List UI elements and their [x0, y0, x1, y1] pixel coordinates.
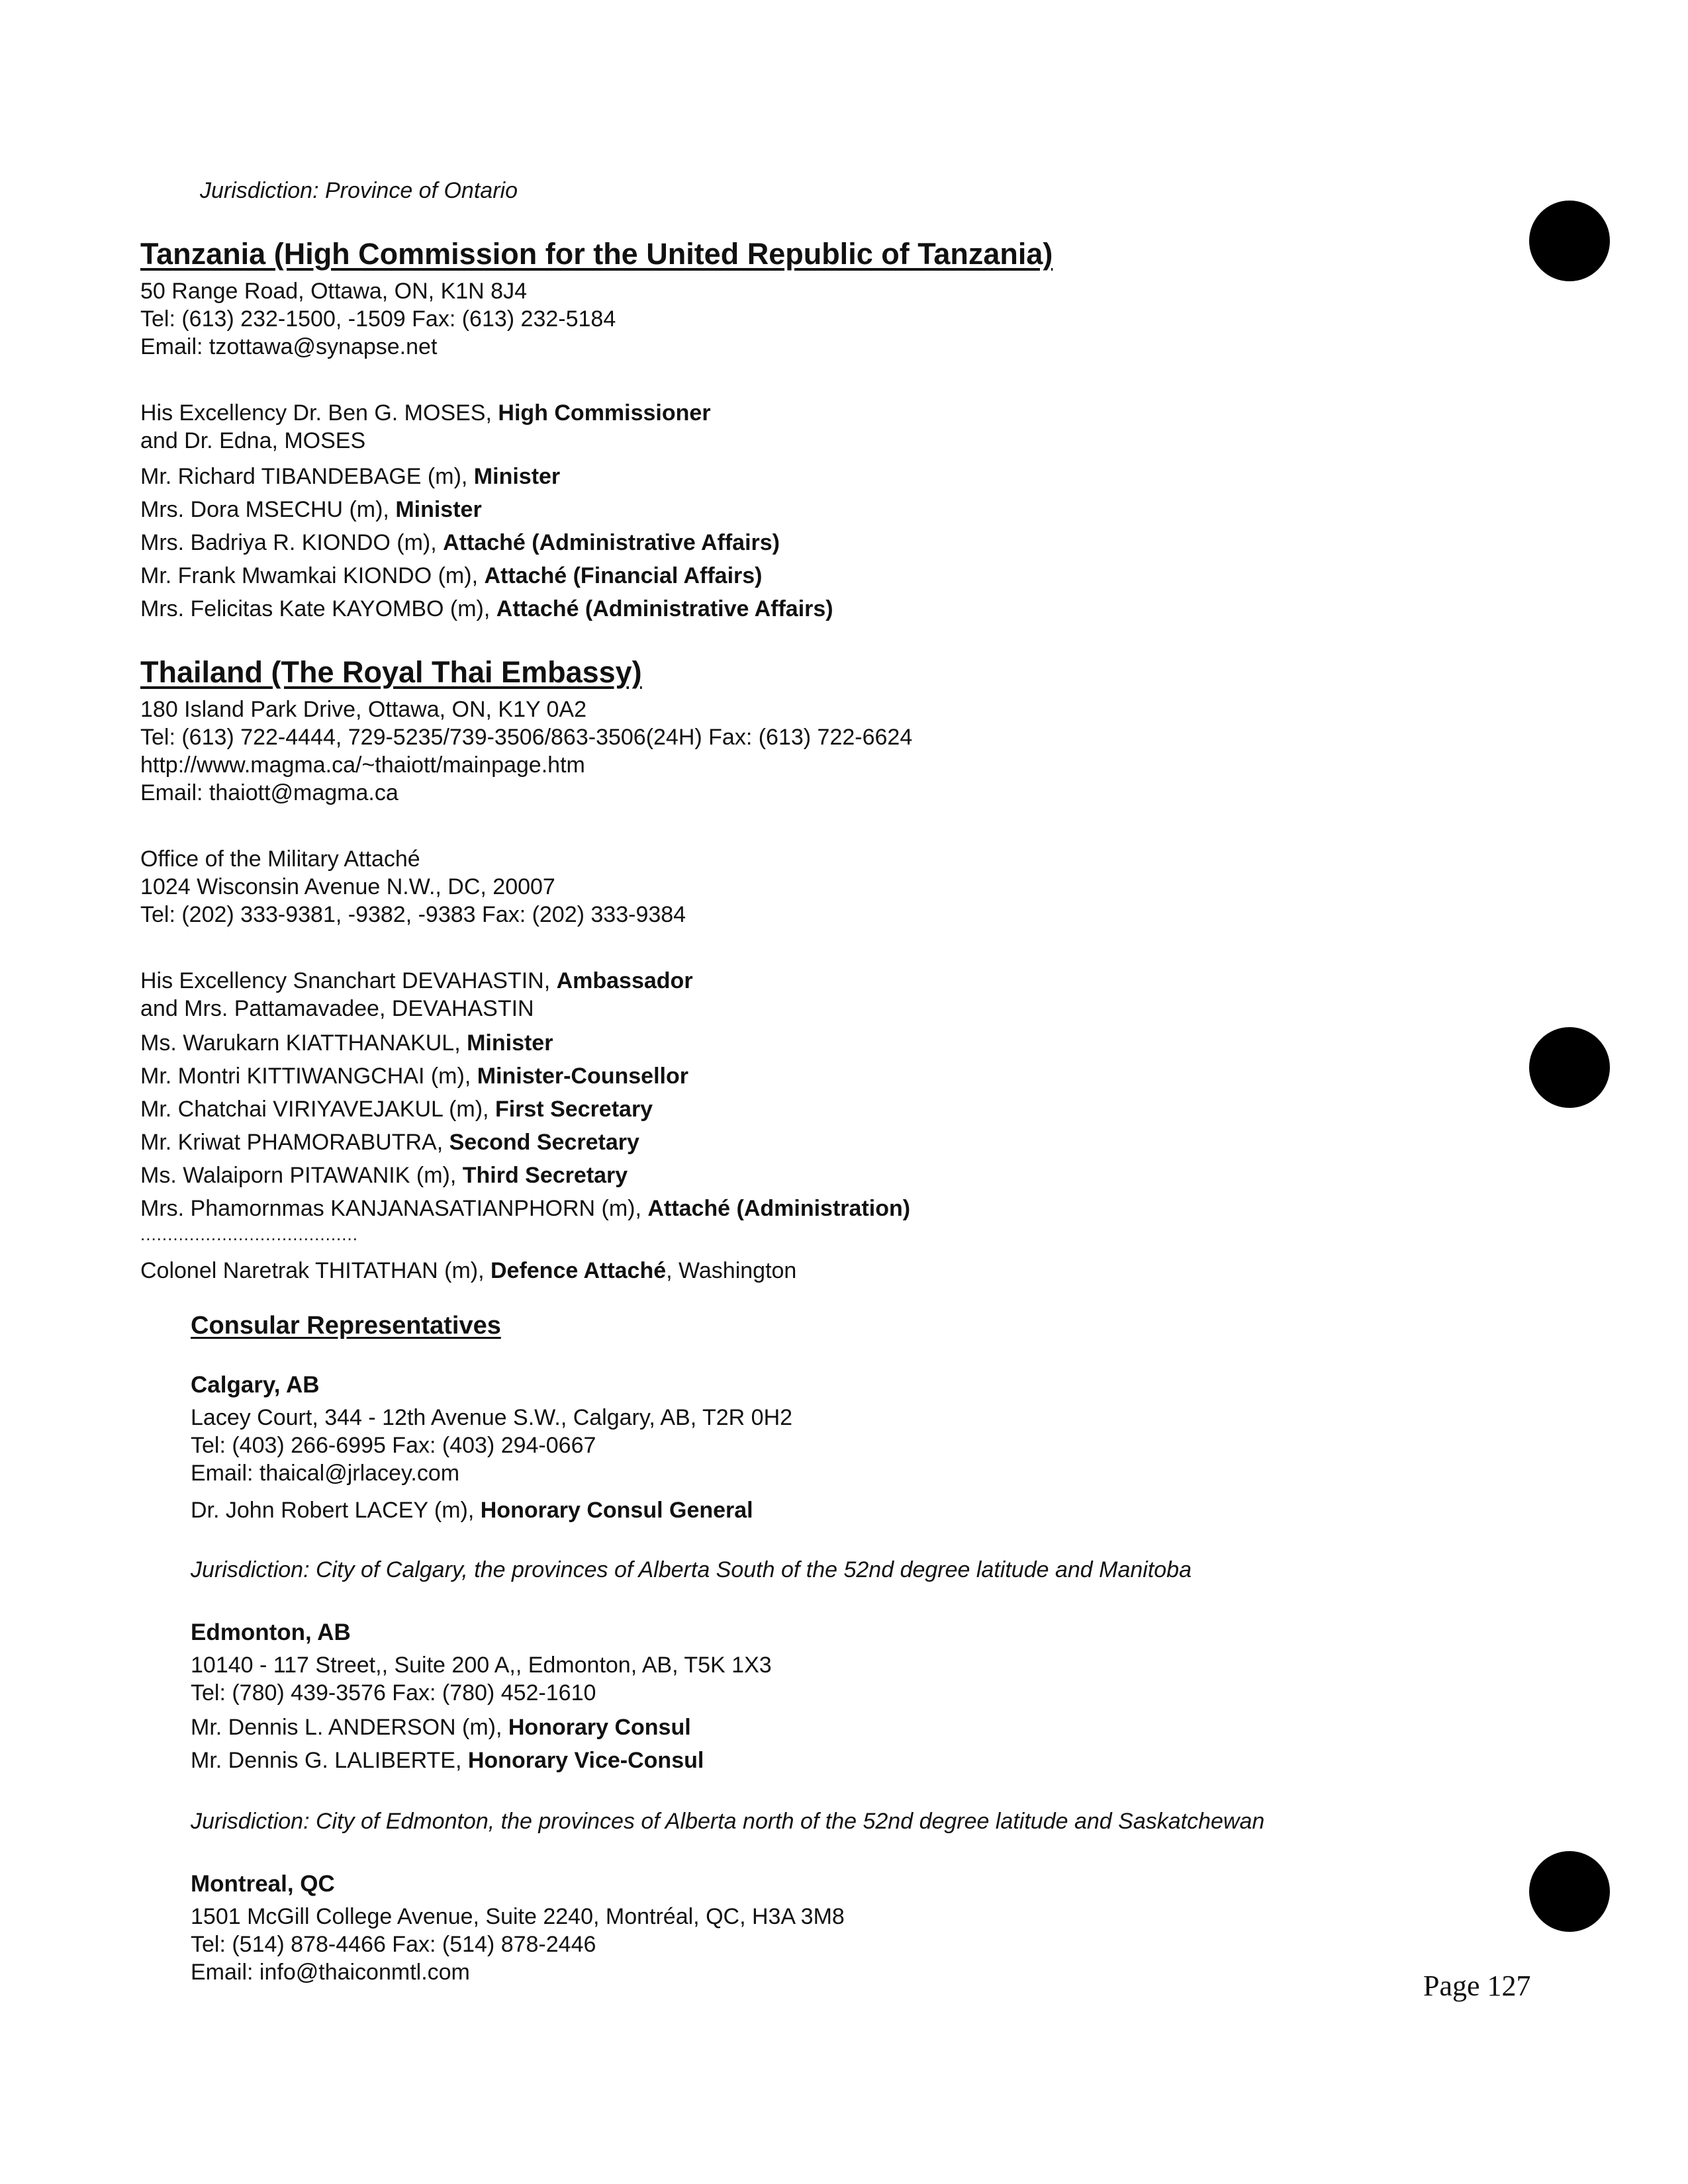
tanzania-address: 50 Range Road, Ottawa, ON, K1N 8J4	[140, 279, 527, 304]
consular-heading: Consular Representatives	[191, 1312, 501, 1340]
tanzania-staff-entry	[140, 496, 482, 523]
thailand-staff-entry	[140, 1063, 688, 1089]
staff-title: Minister-Counsellor	[477, 1064, 688, 1089]
edmonton-tel: Tel: (780) 439-3576 Fax: (780) 452-1610	[191, 1680, 596, 1706]
defence-attache-entry	[140, 1257, 796, 1284]
staff-name: Dr. John Robert LACEY (m),	[191, 1498, 481, 1523]
staff-name: Mr. Montri KITTIWANGCHAI (m),	[140, 1064, 477, 1089]
tanzania-staff-entry	[140, 463, 560, 490]
staff-name: His Excellency Snanchart DEVAHASTIN,	[140, 968, 557, 993]
montreal-address: 1501 McGill College Avenue, Suite 2240, Montréal, QC, H3A 3M8	[191, 1904, 845, 1929]
calgary-city: Calgary, AB	[191, 1372, 320, 1398]
calgary-consul-entry	[191, 1497, 753, 1524]
staff-name: Mr. Kriwat PHAMORABUTRA,	[140, 1130, 449, 1155]
page-number: Page 127	[1423, 1970, 1531, 2002]
thailand-staff-entry	[140, 1162, 628, 1189]
tanzania-email: Email: tzottawa@synapse.net	[140, 334, 438, 359]
dotted-separator: ........................................	[140, 1224, 358, 1244]
calgary-email: Email: thaical@jrlacey.com	[191, 1461, 460, 1486]
edmonton-city: Edmonton, AB	[191, 1619, 351, 1645]
staff-name: and Dr. Edna, MOSES	[140, 428, 366, 453]
military-address: 1024 Wisconsin Avenue N.W., DC, 20007	[140, 874, 555, 899]
tanzania-staff-entry	[140, 400, 711, 426]
staff-name: Ms. Warukarn KIATTHANAKUL,	[140, 1030, 467, 1056]
staff-title: Honorary Consul General	[480, 1498, 753, 1523]
staff-title: Third Secretary	[462, 1163, 628, 1188]
staff-title: High Commissioner	[498, 400, 711, 426]
staff-title: Honorary Vice-Consul	[467, 1748, 704, 1773]
staff-name: Mrs. Dora MSECHU (m),	[140, 497, 396, 522]
punch-hole	[1529, 201, 1610, 281]
staff-title: Minister	[395, 497, 482, 522]
thailand-staff-entry	[140, 1096, 653, 1122]
staff-name: Mrs. Felicitas Kate KAYOMBO (m),	[140, 596, 496, 621]
thailand-staff-entry	[140, 1195, 910, 1222]
thailand-address: 180 Island Park Drive, Ottawa, ON, K1Y 0A2	[140, 697, 587, 722]
staff-name: Mr. Frank Mwamkai KIONDO (m),	[140, 563, 485, 588]
staff-title: Minister	[473, 464, 561, 489]
thailand-heading: Thailand (The Royal Thai Embassy)	[140, 655, 642, 689]
montreal-city: Montreal, QC	[191, 1871, 335, 1897]
staff-title: Attaché (Administrative Affairs)	[443, 530, 780, 555]
montreal-email: Email: info@thaiconmtl.com	[191, 1960, 470, 1985]
staff-name: Colonel Naretrak THITATHAN (m),	[140, 1258, 491, 1283]
thailand-tel: Tel: (613) 722-4444, 729-5235/739-3506/863-3506(24H) Fax: (613) 722-6624	[140, 725, 913, 750]
staff-name: Mrs. Phamornmas KANJANASATIANPHORN (m),	[140, 1196, 648, 1221]
jurisdiction-ontario: Jurisdiction: Province of Ontario	[200, 178, 518, 203]
edmonton-vice-consul-entry	[191, 1747, 704, 1774]
staff-title: Honorary Consul	[508, 1715, 691, 1740]
thailand-website: http://www.magma.ca/~thaiott/mainpage.htm	[140, 752, 585, 778]
calgary-address: Lacey Court, 344 - 12th Avenue S.W., Calgary, AB, T2R 0H2	[191, 1405, 793, 1430]
thailand-staff-entry	[140, 968, 693, 994]
staff-location: , Washington	[666, 1258, 797, 1283]
staff-name: and Mrs. Pattamavadee, DEVAHASTIN	[140, 996, 534, 1021]
tanzania-staff-entry	[140, 563, 763, 589]
calgary-jurisdiction: Jurisdiction: City of Calgary, the provinces of Alberta South of the 52nd degree latitude and Manitoba	[191, 1557, 1192, 1582]
staff-name: Mr. Dennis L. ANDERSON (m),	[191, 1715, 508, 1740]
thailand-staff-entry	[140, 1129, 639, 1156]
tanzania-staff-entry	[140, 428, 365, 454]
tanzania-heading: Tanzania (High Commission for the United Republic of Tanzania)	[140, 237, 1053, 271]
punch-hole	[1529, 1851, 1610, 1932]
staff-title: First Secretary	[494, 1097, 653, 1122]
staff-title: Ambassador	[556, 968, 693, 993]
staff-title: Attaché (Administration)	[647, 1196, 911, 1221]
staff-title: Minister	[467, 1030, 553, 1056]
tanzania-staff-entry	[140, 529, 780, 556]
staff-title: Defence Attaché	[490, 1258, 667, 1283]
staff-name: Ms. Walaiporn PITAWANIK (m),	[140, 1163, 463, 1188]
military-tel: Tel: (202) 333-9381, -9382, -9383 Fax: (202) 333-9384	[140, 902, 686, 927]
punch-hole	[1529, 1027, 1610, 1108]
thailand-email: Email: thaiott@magma.ca	[140, 780, 399, 805]
staff-title: Attaché (Financial Affairs)	[484, 563, 763, 588]
thailand-staff-entry	[140, 995, 534, 1022]
edmonton-address: 10140 - 117 Street,, Suite 200 A,, Edmonton, AB, T5K 1X3	[191, 1653, 772, 1678]
edmonton-jurisdiction: Jurisdiction: City of Edmonton, the provinces of Alberta north of the 52nd degree latitude and Saskatchewan	[191, 1809, 1265, 1834]
tanzania-staff-entry	[140, 596, 833, 622]
staff-name: Mrs. Badriya R. KIONDO (m),	[140, 530, 444, 555]
calgary-tel: Tel: (403) 266-6995 Fax: (403) 294-0667	[191, 1433, 596, 1458]
thailand-staff-entry	[140, 1030, 553, 1056]
military-office: Office of the Military Attaché	[140, 846, 420, 872]
edmonton-consul-entry	[191, 1714, 691, 1741]
staff-name: Mr. Dennis G. LALIBERTE,	[191, 1748, 468, 1773]
staff-title: Attaché (Administrative Affairs)	[496, 596, 833, 621]
staff-title: Second Secretary	[449, 1130, 639, 1155]
tanzania-tel: Tel: (613) 232-1500, -1509 Fax: (613) 232-5184	[140, 306, 616, 332]
staff-name: Mr. Richard TIBANDEBAGE (m),	[140, 464, 474, 489]
montreal-tel: Tel: (514) 878-4466 Fax: (514) 878-2446	[191, 1932, 596, 1957]
staff-name: His Excellency Dr. Ben G. MOSES,	[140, 400, 498, 426]
staff-name: Mr. Chatchai VIRIYAVEJAKUL (m),	[140, 1097, 495, 1122]
